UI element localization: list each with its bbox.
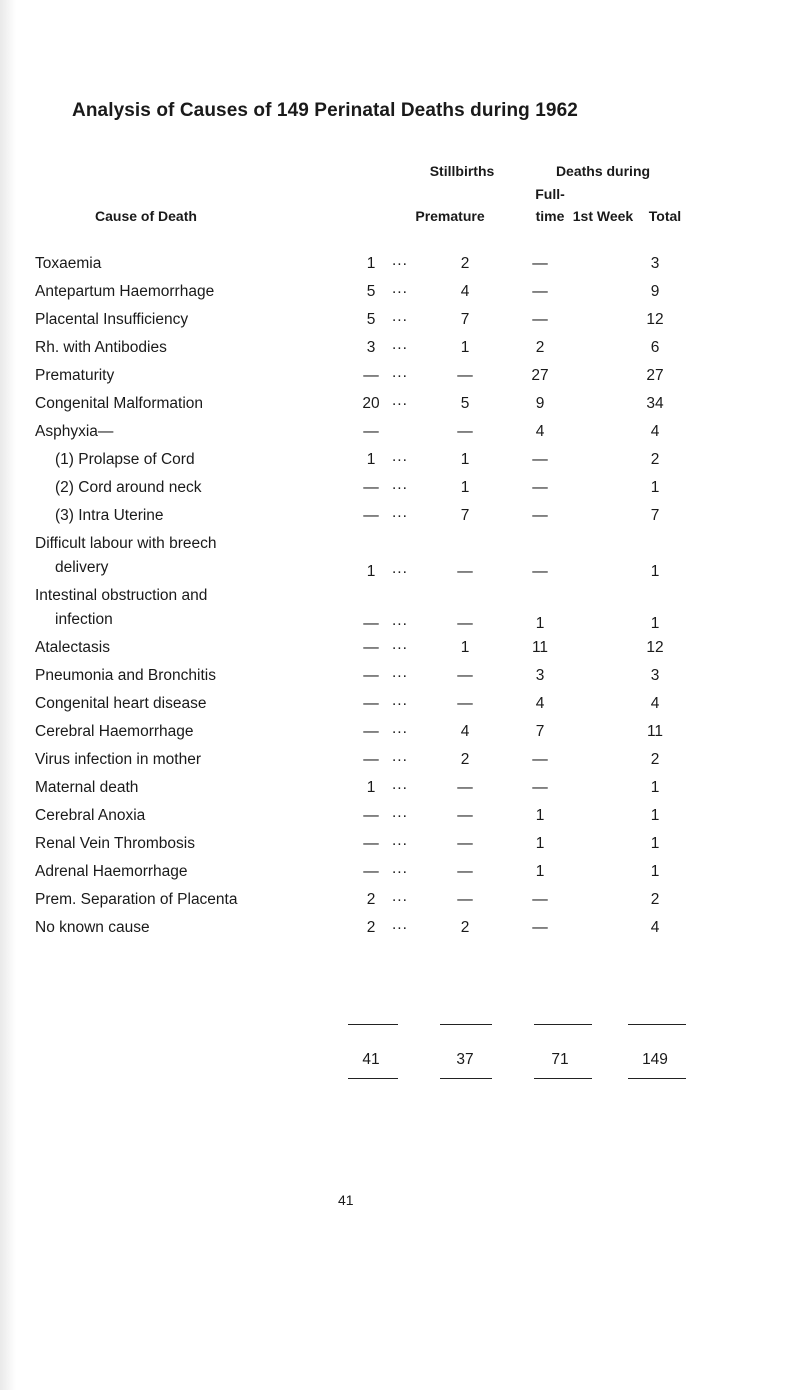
table-row bbox=[0, 448, 800, 476]
table-row bbox=[0, 804, 800, 832]
header-stillbirths: Stillbirths bbox=[429, 163, 495, 179]
cause-label: Asphyxia— bbox=[35, 423, 114, 440]
total-value: 1 bbox=[650, 807, 660, 824]
cause-label-line2: infection bbox=[55, 611, 113, 628]
table-row bbox=[0, 692, 800, 720]
cause-label: Antepartum Haemorrhage bbox=[35, 283, 215, 300]
leader-dots: ... bbox=[392, 280, 408, 297]
table-row bbox=[0, 832, 800, 860]
table-row bbox=[0, 776, 800, 804]
leader-dots: ... bbox=[392, 888, 408, 905]
premature-value: 1 bbox=[366, 451, 376, 468]
full-time-value: 1 bbox=[460, 339, 470, 356]
first-week-value: — bbox=[532, 779, 548, 796]
grand-total: 149 bbox=[642, 1051, 668, 1068]
leader-dots: ... bbox=[392, 916, 408, 933]
total-value: 1 bbox=[650, 835, 660, 852]
leader-dots: ... bbox=[392, 636, 408, 653]
first-week-value: 9 bbox=[535, 395, 545, 412]
total-value: 2 bbox=[650, 891, 660, 908]
header-time: time bbox=[535, 208, 565, 224]
premature-value: — bbox=[363, 507, 379, 524]
cause-label: Prem. Separation of Placenta bbox=[35, 891, 238, 908]
first-week-value: 27 bbox=[531, 367, 549, 384]
premature-value: — bbox=[363, 423, 379, 440]
first-week-value: 11 bbox=[531, 639, 549, 656]
totals-rule-top bbox=[0, 1024, 800, 1026]
premature-value: 3 bbox=[366, 339, 376, 356]
full-time-value: 1 bbox=[460, 451, 470, 468]
leader-dots: ... bbox=[392, 860, 408, 877]
leader-dots: ... bbox=[392, 364, 408, 381]
leader-dots: ... bbox=[392, 308, 408, 325]
page-title: Analysis of Causes of 149 Perinatal Deaths during 1962 bbox=[72, 100, 578, 121]
header-first-week: 1st Week bbox=[572, 208, 634, 224]
first-week-value: — bbox=[532, 311, 548, 328]
total-value: 3 bbox=[650, 667, 660, 684]
table-row bbox=[0, 392, 800, 420]
premature-value: — bbox=[363, 615, 379, 632]
table-row bbox=[0, 280, 800, 308]
leader-dots: ... bbox=[392, 476, 408, 493]
premature-value: — bbox=[363, 667, 379, 684]
first-week-total: 71 bbox=[551, 1051, 569, 1068]
premature-value: — bbox=[363, 479, 379, 496]
table-row bbox=[0, 664, 800, 692]
first-week-value: 1 bbox=[535, 863, 545, 880]
first-week-value: — bbox=[532, 891, 548, 908]
full-time-value: — bbox=[457, 835, 473, 852]
full-time-value: — bbox=[457, 423, 473, 440]
leader-dots: ... bbox=[392, 664, 408, 681]
full-time-value: 2 bbox=[460, 751, 470, 768]
premature-value: 1 bbox=[366, 563, 376, 580]
leader-dots: ... bbox=[392, 612, 408, 629]
cause-label: Renal Vein Thrombosis bbox=[35, 835, 195, 852]
first-week-value: 2 bbox=[535, 339, 545, 356]
total-value: 6 bbox=[650, 339, 660, 356]
table-row bbox=[0, 420, 800, 448]
total-value: 1 bbox=[650, 479, 660, 496]
first-week-value: — bbox=[532, 451, 548, 468]
full-time-value: 2 bbox=[460, 919, 470, 936]
leader-dots: ... bbox=[392, 252, 408, 269]
cause-label: Toxaemia bbox=[35, 255, 102, 272]
cause-label: Congenital Malformation bbox=[35, 395, 204, 412]
header-cause-of-death: Cause of Death bbox=[95, 208, 197, 224]
total-value: 2 bbox=[650, 751, 660, 768]
cause-label-line1: Difficult labour with breech bbox=[35, 535, 217, 552]
header-premature: Premature bbox=[415, 208, 485, 224]
table-row bbox=[0, 252, 800, 280]
totals-rule-bottom bbox=[0, 1078, 800, 1080]
full-time-value: — bbox=[457, 863, 473, 880]
header-full: Full- bbox=[535, 186, 565, 202]
full-time-value: 5 bbox=[460, 395, 470, 412]
cause-label: Pneumonia and Bronchitis bbox=[35, 667, 216, 684]
cause-label: Prematurity bbox=[35, 367, 115, 384]
leader-dots: ... bbox=[392, 832, 408, 849]
cause-label: No known cause bbox=[35, 919, 150, 936]
leader-dots: ... bbox=[392, 392, 408, 409]
premature-value: 2 bbox=[366, 891, 376, 908]
premature-value: — bbox=[363, 639, 379, 656]
premature-value: 1 bbox=[366, 779, 376, 796]
table-row bbox=[0, 584, 800, 636]
leader-dots: ... bbox=[392, 560, 408, 577]
leader-dots: ... bbox=[392, 692, 408, 709]
first-week-value: 3 bbox=[535, 667, 545, 684]
cause-label: Virus infection in mother bbox=[35, 751, 201, 768]
table-row bbox=[0, 748, 800, 776]
first-week-value: 1 bbox=[535, 807, 545, 824]
full-time-value: — bbox=[457, 695, 473, 712]
total-value: 4 bbox=[650, 919, 660, 936]
full-time-value: — bbox=[457, 615, 473, 632]
table-row bbox=[0, 888, 800, 916]
first-week-value: — bbox=[532, 563, 548, 580]
cause-label: (1) Prolapse of Cord bbox=[55, 451, 195, 468]
cause-label: Atalectasis bbox=[35, 639, 110, 656]
total-value: 1 bbox=[650, 863, 660, 880]
premature-value: — bbox=[363, 723, 379, 740]
premature-value: — bbox=[363, 367, 379, 384]
premature-value: 1 bbox=[366, 255, 376, 272]
total-value: 1 bbox=[650, 779, 660, 796]
first-week-value: — bbox=[532, 751, 548, 768]
leader-dots: ... bbox=[392, 776, 408, 793]
table-row bbox=[0, 308, 800, 336]
full-time-value: — bbox=[457, 891, 473, 908]
table-row bbox=[0, 720, 800, 748]
first-week-value: 1 bbox=[535, 615, 545, 632]
full-time-total: 37 bbox=[456, 1051, 474, 1068]
first-week-value: — bbox=[532, 255, 548, 272]
header-total: Total bbox=[648, 208, 682, 224]
premature-value: — bbox=[363, 695, 379, 712]
premature-value: 20 bbox=[362, 395, 380, 412]
cause-label-line2: delivery bbox=[55, 559, 109, 576]
total-value: 12 bbox=[646, 639, 664, 656]
cause-label: Maternal death bbox=[35, 779, 139, 796]
full-time-value: — bbox=[457, 779, 473, 796]
leader-dots: ... bbox=[392, 748, 408, 765]
full-time-value: 1 bbox=[460, 479, 470, 496]
leader-dots: ... bbox=[392, 504, 408, 521]
total-value: 1 bbox=[650, 615, 660, 632]
full-time-value: — bbox=[457, 563, 473, 580]
full-time-value: 1 bbox=[460, 639, 470, 656]
total-value: 34 bbox=[646, 395, 664, 412]
first-week-value: — bbox=[532, 283, 548, 300]
total-value: 2 bbox=[650, 451, 660, 468]
first-week-value: — bbox=[532, 479, 548, 496]
cause-label: Congenital heart disease bbox=[35, 695, 207, 712]
total-value: 1 bbox=[650, 563, 660, 580]
cause-label: (2) Cord around neck bbox=[55, 479, 202, 496]
total-value: 27 bbox=[646, 367, 664, 384]
full-time-value: 7 bbox=[460, 507, 470, 524]
table-row bbox=[0, 336, 800, 364]
cause-label-line1: Intestinal obstruction and bbox=[35, 587, 208, 604]
cause-label bbox=[35, 584, 375, 632]
total-value: 11 bbox=[646, 723, 664, 740]
full-time-value: 4 bbox=[460, 723, 470, 740]
table-row bbox=[0, 532, 800, 584]
total-value: 4 bbox=[650, 423, 660, 440]
full-time-value: 2 bbox=[460, 255, 470, 272]
totals-row bbox=[0, 1048, 800, 1072]
full-time-value: — bbox=[457, 367, 473, 384]
cause-table bbox=[0, 252, 800, 944]
first-week-value: — bbox=[532, 919, 548, 936]
total-value: 9 bbox=[650, 283, 660, 300]
total-value: 12 bbox=[646, 311, 664, 328]
table-row bbox=[0, 916, 800, 944]
premature-value: 5 bbox=[366, 283, 376, 300]
leader-dots: ... bbox=[392, 804, 408, 821]
cause-label: Placental Insufficiency bbox=[35, 311, 189, 328]
full-time-value: — bbox=[457, 667, 473, 684]
first-week-value: 4 bbox=[535, 695, 545, 712]
cause-label: Cerebral Anoxia bbox=[35, 807, 146, 824]
premature-value: 2 bbox=[366, 919, 376, 936]
table-row bbox=[0, 860, 800, 888]
cause-label bbox=[35, 532, 375, 580]
premature-total: 41 bbox=[362, 1051, 380, 1068]
cause-label: Cerebral Haemorrhage bbox=[35, 723, 194, 740]
first-week-value: 4 bbox=[535, 423, 545, 440]
first-week-value: 1 bbox=[535, 835, 545, 852]
first-week-value: 7 bbox=[535, 723, 545, 740]
leader-dots: ... bbox=[392, 448, 408, 465]
full-time-value: 7 bbox=[460, 311, 470, 328]
cause-label: Rh. with Antibodies bbox=[35, 339, 167, 356]
leader-dots: ... bbox=[392, 336, 408, 353]
cause-label: (3) Intra Uterine bbox=[55, 507, 164, 524]
total-value: 3 bbox=[650, 255, 660, 272]
premature-value: — bbox=[363, 751, 379, 768]
header-deaths-during: Deaths during bbox=[555, 163, 651, 179]
premature-value: — bbox=[363, 807, 379, 824]
cause-label: Adrenal Haemorrhage bbox=[35, 863, 188, 880]
premature-value: 5 bbox=[366, 311, 376, 328]
full-time-value: 4 bbox=[460, 283, 470, 300]
premature-value: — bbox=[363, 835, 379, 852]
table-row bbox=[0, 636, 800, 664]
leader-dots: ... bbox=[392, 720, 408, 737]
table-row bbox=[0, 364, 800, 392]
premature-value: — bbox=[363, 863, 379, 880]
table-row bbox=[0, 476, 800, 504]
page-number: 41 bbox=[338, 1192, 354, 1208]
full-time-value: — bbox=[457, 807, 473, 824]
total-value: 7 bbox=[650, 507, 660, 524]
total-value: 4 bbox=[650, 695, 660, 712]
first-week-value: — bbox=[532, 507, 548, 524]
table-row bbox=[0, 504, 800, 532]
